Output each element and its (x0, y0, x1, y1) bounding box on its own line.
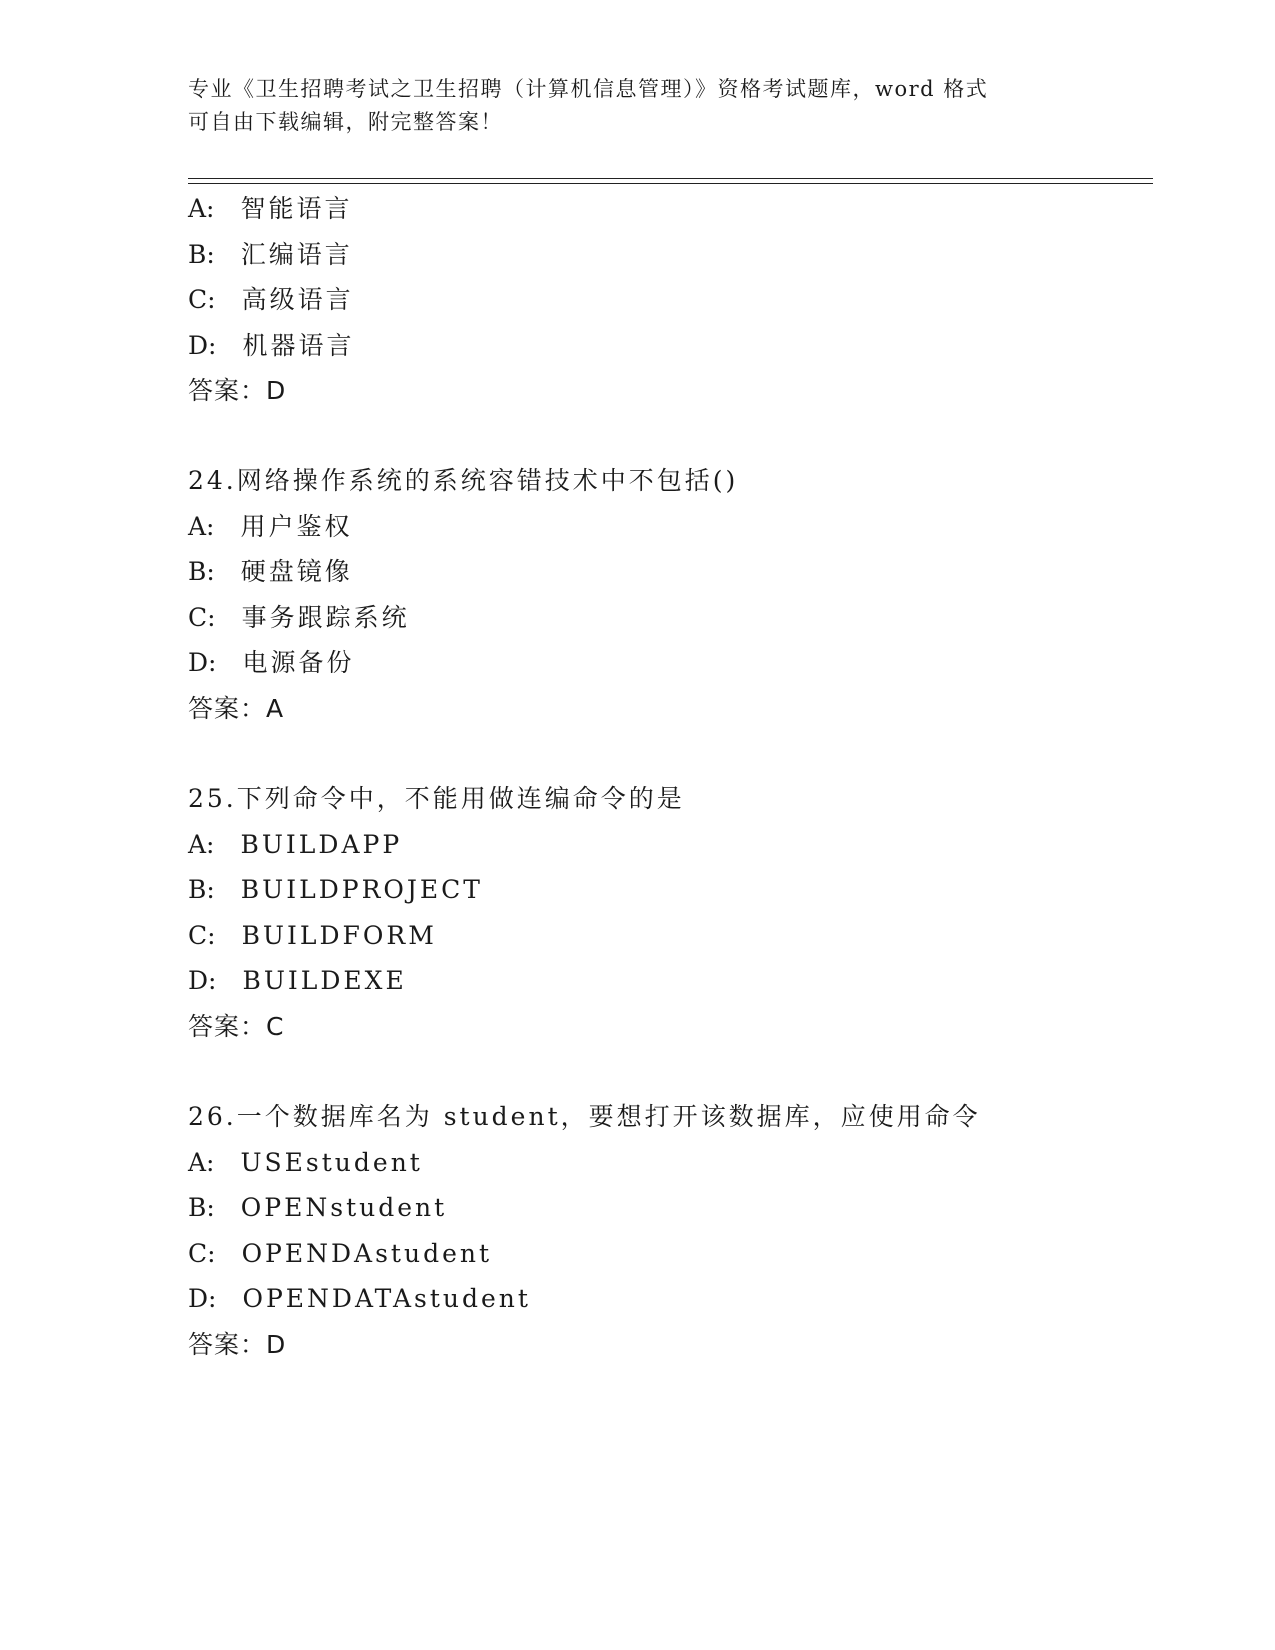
option-letter: D: (188, 330, 217, 360)
option-c (188, 277, 1148, 323)
option-c (188, 913, 1148, 959)
option-letter: C: (188, 920, 216, 950)
option-text: BUILDEXE (242, 966, 407, 995)
option-letter: C: (188, 285, 216, 314)
option-text: 智能语言 (240, 194, 353, 223)
header-line-1: 专业《卫生招聘考试之卫生招聘（计算机信息管理）》资格考试题库，word 格式 (188, 77, 989, 101)
option-text: OPENDAstudent (241, 1238, 493, 1268)
option-a (188, 186, 1148, 232)
option-d (188, 640, 1148, 686)
option-text: 事务跟踪系统 (241, 602, 410, 632)
option-a (188, 1140, 1148, 1186)
option-letter: D: (188, 648, 217, 677)
option-letter: A: (188, 1147, 215, 1177)
option-letter: C: (188, 602, 216, 632)
option-text: 机器语言 (242, 330, 355, 360)
option-text: 汇编语言 (240, 239, 353, 269)
option-letter: B: (188, 557, 215, 586)
question-text: 24.网络操作系统的系统容错技术中不包括() (188, 466, 739, 495)
document-header (188, 73, 1088, 139)
question-text: 25.下列命令中，不能用做连编命令的是 (188, 784, 685, 813)
option-letter: A: (188, 194, 215, 223)
option-c (188, 595, 1148, 641)
option-text: 高级语言 (241, 285, 354, 314)
answer-line: 答案：D (188, 1329, 287, 1359)
option-b (188, 1185, 1148, 1231)
question-block-24 (188, 458, 1148, 731)
answer-line: 答案：A (188, 693, 285, 723)
option-letter: D: (188, 1284, 217, 1313)
option-letter: C: (188, 1238, 216, 1268)
option-text: 电源备份 (242, 648, 355, 677)
header-divider-top (188, 178, 1153, 179)
option-text: OPENDATAstudent (242, 1284, 531, 1313)
option-text: BUILDAPP (240, 829, 403, 859)
question-block-23 (188, 186, 1148, 414)
option-text: BUILDFORM (241, 920, 437, 950)
option-b (188, 232, 1148, 278)
option-a (188, 504, 1148, 550)
header-divider-bottom (188, 183, 1153, 184)
option-b (188, 549, 1148, 595)
answer-line: 答案：D (188, 376, 287, 405)
option-letter: B: (188, 1193, 215, 1222)
option-b (188, 867, 1148, 913)
option-letter: B: (188, 239, 215, 269)
option-d (188, 323, 1148, 369)
option-letter: A: (188, 829, 215, 859)
option-text: OPENstudent (240, 1193, 448, 1222)
option-a (188, 822, 1148, 868)
option-text: 用户鉴权 (240, 511, 353, 541)
question-text: 26.一个数据库名为 student，要想打开该数据库，应使用命令 (188, 1102, 981, 1131)
option-text: 硬盘镜像 (240, 557, 353, 586)
option-c (188, 1231, 1148, 1277)
option-text: BUILDPROJECT (240, 875, 483, 904)
question-block-26 (188, 1094, 1148, 1367)
header-line-2: 可自由下载编辑，附完整答案！ (188, 110, 503, 134)
question-block-25 (188, 776, 1148, 1049)
option-text: USEstudent (240, 1147, 423, 1177)
answer-line: 答案：C (188, 1011, 285, 1041)
option-letter: D: (188, 966, 217, 995)
option-letter: B: (188, 875, 215, 904)
option-letter: A: (188, 511, 215, 541)
option-d (188, 1276, 1148, 1322)
option-d (188, 958, 1148, 1004)
